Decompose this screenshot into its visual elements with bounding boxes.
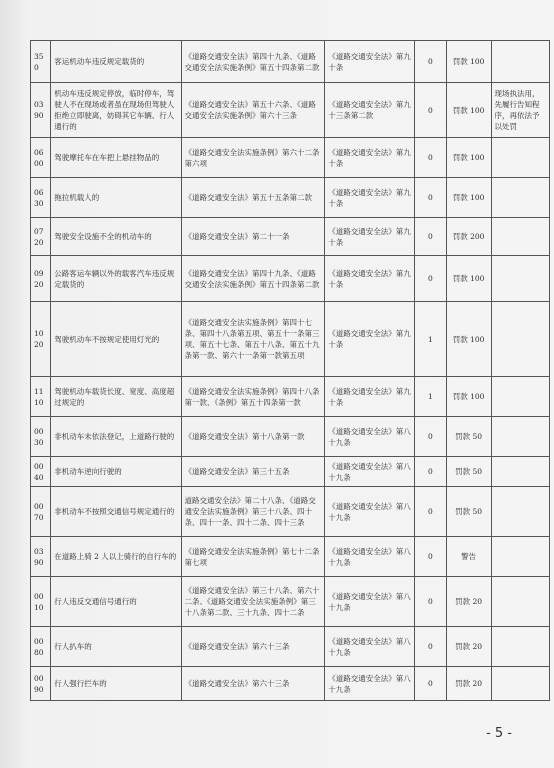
row-points: 1	[415, 377, 446, 417]
table-row	[31, 256, 550, 302]
table-row	[31, 83, 550, 138]
table-row	[31, 178, 550, 218]
row-points: 0	[415, 417, 446, 457]
row-behavior: 驾驶机动车载货长度、宽度、高度超过规定的	[51, 377, 181, 417]
row-code: 0080	[31, 627, 51, 667]
row-penalty-basis: 《道路交通安全法》第九十条	[325, 256, 415, 302]
row-points: 0	[415, 256, 446, 302]
row-law-basis: 《道路交通安全法》第六十三条	[181, 667, 325, 701]
row-note	[491, 218, 549, 256]
table-row	[31, 627, 550, 667]
row-law-basis: 《道路交通安全法》第四十九条、《道路交通安全法实施条例》第五十四条第二款	[181, 41, 325, 83]
row-points: 0	[415, 41, 446, 83]
row-points: 0	[415, 577, 446, 627]
row-penalty-basis: 《道路交通安全法》第八十九条	[325, 457, 415, 487]
table-row	[31, 537, 550, 577]
row-note	[491, 178, 549, 218]
table-row	[31, 138, 550, 178]
row-law-basis: 《道路交通安全法》第三十八条、第六十二条、《道路交通安全法实施条例》第三十八条第二款、三十九条、四十二条	[181, 577, 325, 627]
row-note	[491, 302, 549, 377]
row-behavior: 驾驶摩托车在车把上悬挂物品的	[51, 138, 181, 178]
row-points: 0	[415, 627, 446, 667]
row-penalty: 警告	[446, 537, 491, 577]
row-code: 0390	[31, 537, 51, 577]
row-law-basis: 《道路交通安全法实施条例》第六十二条第六项	[181, 138, 325, 178]
table-row	[31, 218, 550, 256]
row-penalty-basis: 《道路交通安全法》第九十条	[325, 41, 415, 83]
table-row	[31, 457, 550, 487]
row-behavior: 拖拉机载人的	[51, 178, 181, 218]
row-points: 0	[415, 487, 446, 537]
row-law-basis: 《道路交通安全法》第五十六条、《道路交通安全法实施条例》第六十三条	[181, 83, 325, 138]
row-law-basis: 《道路交通安全法》第三十五条	[181, 457, 325, 487]
row-law-basis: 《道路交通安全法实施条例》第四十七条、第四十八条第五项、第五十一条第三项、第五十七条、第五十八条、第五十九条第一款、第六十一条第一款第五项	[181, 302, 325, 377]
row-points: 0	[415, 178, 446, 218]
row-note	[491, 667, 549, 701]
row-code: 0600	[31, 138, 51, 178]
table-row	[31, 377, 550, 417]
row-penalty-basis: 《道路交通安全法》第八十九条	[325, 487, 415, 537]
table-row	[31, 41, 550, 83]
row-code: 1020	[31, 302, 51, 377]
row-code: 0920	[31, 256, 51, 302]
row-penalty: 罚款 100	[446, 377, 491, 417]
row-penalty: 罚款 100	[446, 178, 491, 218]
row-note	[491, 537, 549, 577]
row-penalty-basis: 《道路交通安全法》第八十九条	[325, 577, 415, 627]
row-points: 0	[415, 83, 446, 138]
row-code: 0010	[31, 577, 51, 627]
row-behavior: 公路客运车辆以外的载客汽车违反规定载货的	[51, 256, 181, 302]
row-points: 0	[415, 218, 446, 256]
row-code: 0630	[31, 178, 51, 218]
row-behavior: 机动车违反规定停放，临时停车，驾驶人不在现场或者虽在现场但驾驶人拒绝立即驶离，妨碍其它车辆、行人通行的	[51, 83, 181, 138]
row-code: 0720	[31, 218, 51, 256]
row-law-basis: 《道路交通安全法》第五十五条第二款	[181, 178, 325, 218]
row-note	[491, 138, 549, 178]
row-code: 1110	[31, 377, 51, 417]
row-penalty: 罚款 100	[446, 256, 491, 302]
row-penalty: 罚款 100	[446, 83, 491, 138]
row-note	[491, 256, 549, 302]
row-note	[491, 487, 549, 537]
row-points: 0	[415, 667, 446, 701]
violation-table	[30, 40, 550, 701]
table-row	[31, 417, 550, 457]
row-behavior: 非机动车不按照交通信号规定通行的	[51, 487, 181, 537]
row-law-basis: 《道路交通安全法》第四十九条、《道路交通安全法实施条例》第五十四条第二款	[181, 256, 325, 302]
row-penalty: 罚款 100	[446, 41, 491, 83]
row-note	[491, 377, 549, 417]
table-row	[31, 577, 550, 627]
table-row	[31, 487, 550, 537]
row-penalty: 罚款 50	[446, 457, 491, 487]
row-penalty-basis: 《道路交通安全法》第九十条	[325, 377, 415, 417]
row-note	[491, 41, 549, 83]
table-row	[31, 302, 550, 377]
row-behavior: 行人违反交通信号通行的	[51, 577, 181, 627]
row-law-basis: 《道路交通安全法实施条例》第七十二条第七项	[181, 537, 325, 577]
row-law-basis: 《道路交通安全法》第六十三条	[181, 627, 325, 667]
row-law-basis: 《道路交通安全法》第二十一条	[181, 218, 325, 256]
row-penalty-basis: 《道路交通安全法》第八十九条	[325, 627, 415, 667]
row-penalty: 罚款 50	[446, 417, 491, 457]
row-law-basis: 《道路交通安全法实施条例》第四十八条第一款、《条例》第五十四条第一款	[181, 377, 325, 417]
row-behavior: 客运机动车违反规定载货的	[51, 41, 181, 83]
row-code: 0030	[31, 417, 51, 457]
row-law-basis: 《道路交通安全法》第十八条第一款	[181, 417, 325, 457]
table-row	[31, 667, 550, 701]
row-behavior: 非机动车未依法登记，上道路行驶的	[51, 417, 181, 457]
row-code: 0090	[31, 667, 51, 701]
row-penalty-basis: 《道路交通安全法》第九十三条第二款	[325, 83, 415, 138]
row-penalty: 罚款 100	[446, 302, 491, 377]
row-behavior: 行人扒车的	[51, 627, 181, 667]
row-points: 0	[415, 537, 446, 577]
row-law-basis: 道路交通安全法》第二十八条、《道路交通安全法实施条例》第三十八条、四十条、四十一条、四十二条、四十三条	[181, 487, 325, 537]
row-behavior: 在道路上骑 2 人以上骑行的自行车的	[51, 537, 181, 577]
row-penalty: 罚款 20	[446, 577, 491, 627]
row-penalty-basis: 《道路交通安全法》第八十九条	[325, 667, 415, 701]
row-penalty-basis: 《道路交通安全法》第九十条	[325, 138, 415, 178]
row-penalty: 罚款 20	[446, 627, 491, 667]
row-penalty-basis: 《道路交通安全法》第八十九条	[325, 417, 415, 457]
row-points: 0	[415, 138, 446, 178]
row-behavior: 驾驶机动车不按规定使用灯光的	[51, 302, 181, 377]
row-penalty-basis: 《道路交通安全法》第九十条	[325, 218, 415, 256]
row-penalty: 罚款 100	[446, 138, 491, 178]
row-penalty: 罚款 20	[446, 667, 491, 701]
row-behavior: 非机动车逆向行驶的	[51, 457, 181, 487]
row-code: 0040	[31, 457, 51, 487]
row-penalty-basis: 《道路交通安全法》第九十条	[325, 178, 415, 218]
row-note	[491, 417, 549, 457]
row-behavior: 行人强行拦车的	[51, 667, 181, 701]
row-penalty: 罚款 50	[446, 487, 491, 537]
row-penalty-basis: 《道路交通安全法》第九十条	[325, 302, 415, 377]
row-note	[491, 577, 549, 627]
row-code: 350	[31, 41, 51, 83]
row-points: 0	[415, 457, 446, 487]
page-number: - 5 -	[486, 726, 512, 741]
row-behavior: 驾驶安全设施不全的机动车的	[51, 218, 181, 256]
row-note	[491, 627, 549, 667]
row-points: 1	[415, 302, 446, 377]
row-note	[491, 457, 549, 487]
row-note: 现场执法用，先履行告知程序，再依法予以处罚	[491, 83, 549, 138]
row-penalty-basis: 《道路交通安全法》第八十九条	[325, 537, 415, 577]
row-code: 0070	[31, 487, 51, 537]
row-code: 0390	[31, 83, 51, 138]
row-penalty: 罚款 200	[446, 218, 491, 256]
